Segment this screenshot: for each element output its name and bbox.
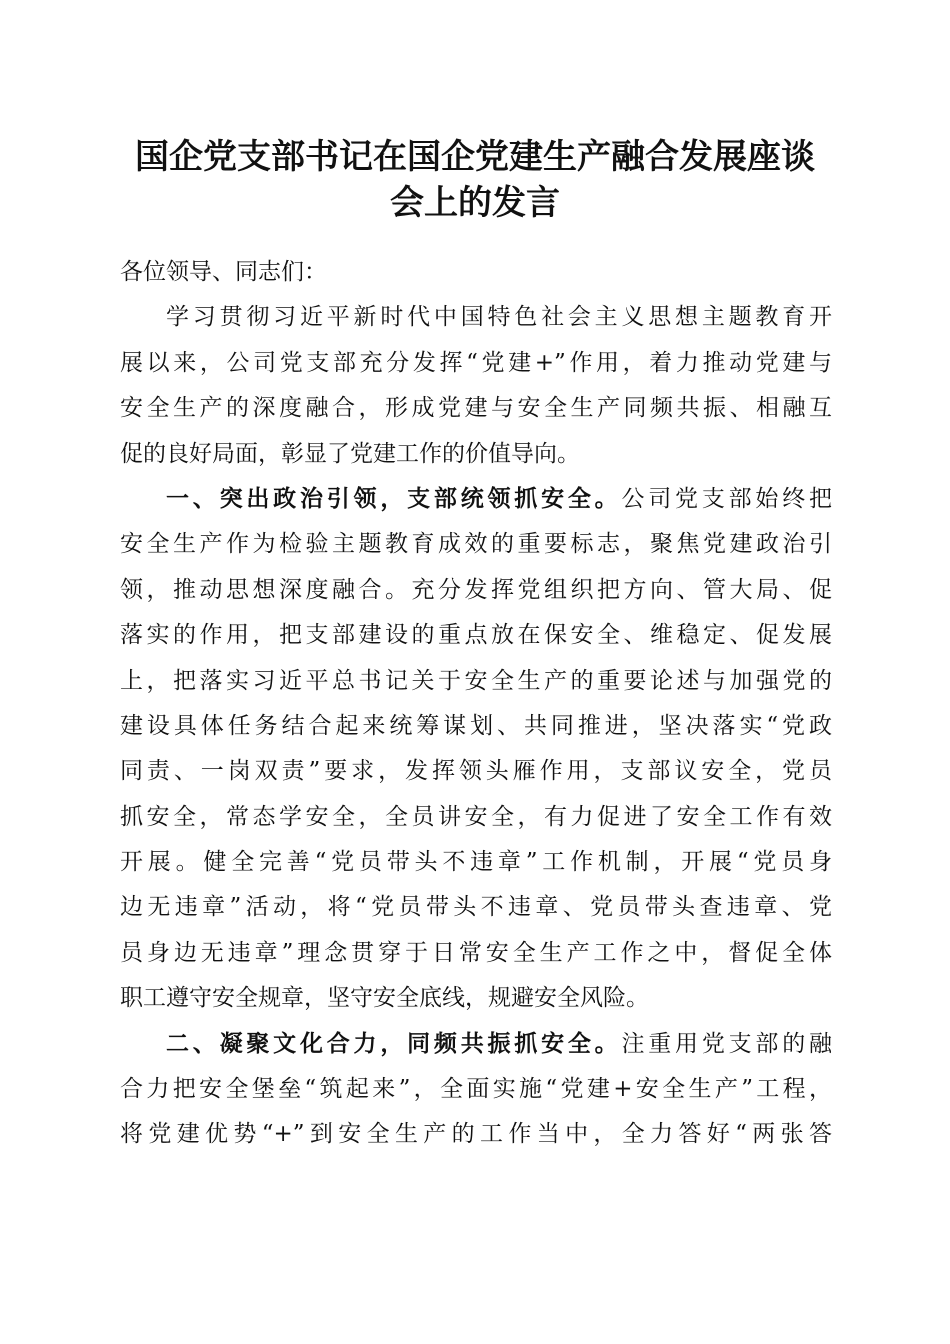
section1-line-11: 职工遵守安全规章，坚守安全底线，规避安全风险。 — [120, 985, 649, 1012]
section1-line-9: 边无违章”活动，将“党员带头不违章、党员带头查违章、党 — [120, 894, 832, 921]
section2-heading: 二、凝聚文化合力，同频共振抓安全。 — [166, 1030, 622, 1057]
section2-first-line — [120, 1022, 832, 1067]
section1-line-4: 上，把落实习近平总书记关于安全生产的重要论述与加强党的 — [120, 667, 832, 694]
section1-first-line-text: 公司党支部始终把 — [621, 485, 833, 512]
section1-line-10: 员身边无违章”理念贯穿于日常安全生产工作之中，督促全体 — [120, 939, 832, 966]
section1-line-8: 开展。健全完善“党员带头不违章”工作机制，开展“党员身 — [120, 849, 832, 876]
section1-heading: 一、突出政治引领，支部统领抓安全。 — [166, 485, 622, 512]
intro-line-3: 安全生产的深度融合，形成党建与安全生产同频共振、相融互 — [120, 395, 832, 422]
section2-line-2: 将党建优势“+”到安全生产的工作当中，全力答好“两张答 — [120, 1121, 832, 1148]
section1-line-5: 建设具体任务结合起来统筹谋划、共同推进，坚决落实“党政 — [120, 712, 832, 739]
intro-line-2: 展以来，公司党支部充分发挥“党建+”作用，着力推动党建与 — [120, 349, 832, 376]
section1-first-line — [120, 477, 832, 522]
intro-line-1: 学习贯彻习近平新时代中国特色社会主义思想主题教育开 — [166, 304, 832, 331]
salutation: 各位领导、同志们： — [120, 259, 327, 285]
section1-line-1: 安全生产作为检验主题教育成效的重要标志，聚焦党建政治引 — [120, 531, 832, 558]
section1-line-2: 领，推动思想深度融合。充分发挥党组织把方向、管大局、促 — [120, 576, 832, 603]
section1-line-7: 抓安全，常态学安全，全员讲安全，有力促进了安全工作有效 — [120, 803, 832, 830]
title-line-2: 会上的发言 — [390, 183, 560, 223]
section2-line-1: 合力把安全堡垒“筑起来”，全面实施“党建+安全生产”工程， — [120, 1076, 832, 1103]
document-title — [110, 134, 840, 226]
section1-line-3: 落实的作用，把支部建设的重点放在保安全、维稳定、促发展 — [120, 622, 832, 649]
section1-line-6: 同责、一岗双责”要求，发挥领头雁作用，支部议安全，党员 — [120, 758, 832, 785]
intro-line-4: 促的良好局面，彰显了党建工作的价值导向。 — [120, 440, 580, 467]
document-body — [120, 250, 832, 1158]
title-line-1: 国企党支部书记在国企党建生产融合发展座谈 — [135, 137, 815, 177]
section2-first-line-text: 注重用党支部的融 — [621, 1030, 833, 1057]
